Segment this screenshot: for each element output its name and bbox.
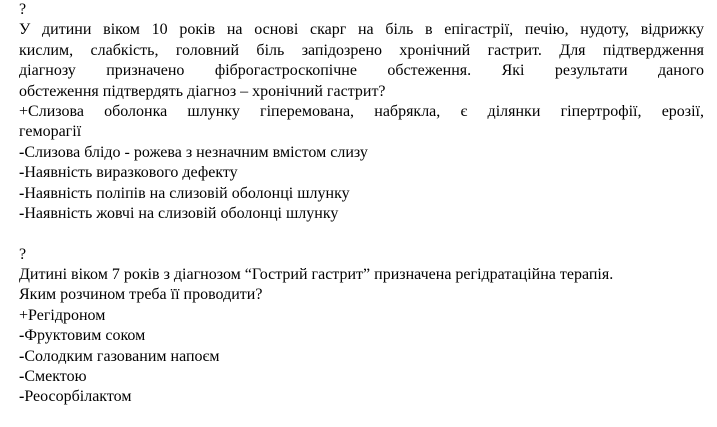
answer-mark: - bbox=[19, 204, 25, 222]
answer-text: Слизова блідо - рожева з незначним вмістом слизу bbox=[24, 143, 368, 161]
blank-line bbox=[19, 224, 704, 244]
question-marker: ? bbox=[19, 245, 27, 263]
answer-mark: + bbox=[19, 102, 29, 120]
answer-text: Солодким газованим напоєм bbox=[24, 347, 220, 365]
answer-text: Слизова оболонка шлунку гіперемована, набрякла, є ділянки гіпертрофії, ерозії, bbox=[28, 102, 704, 120]
answer-mark: - bbox=[19, 347, 25, 365]
answer-correct bbox=[19, 306, 704, 326]
answer-option bbox=[19, 163, 704, 183]
question-text-line: кислим, слабкість, головний біль запідозрено хронічний гастрит. Для підтвердження bbox=[19, 41, 704, 59]
answer-option bbox=[19, 184, 704, 204]
document-page bbox=[19, 0, 704, 408]
answer-mark: - bbox=[19, 184, 25, 202]
answer-mark: - bbox=[19, 327, 25, 345]
answer-correct bbox=[19, 102, 704, 122]
question-text-line: У дитини віком 10 років на основі скарг на біль в епігастрії, печію, нудоту, відрижку bbox=[19, 21, 704, 39]
question-text-line: обстеження підтвердять діагноз – хронічний гастрит? bbox=[19, 82, 386, 100]
answer-mark: - bbox=[19, 368, 25, 386]
answer-mark: - bbox=[19, 143, 25, 161]
answer-option bbox=[19, 367, 704, 387]
answer-text-continued: геморагії bbox=[19, 123, 82, 141]
answer-option bbox=[19, 387, 704, 407]
question-marker: ? bbox=[19, 1, 27, 18]
answer-option bbox=[19, 143, 704, 163]
answer-option bbox=[19, 204, 704, 224]
answer-mark: + bbox=[19, 306, 29, 324]
question-block-1 bbox=[19, 0, 704, 224]
question-text-line: Яким розчином треба її проводити? bbox=[19, 286, 263, 304]
question-text-line: Дитині віком 7 років з діагнозом “Гострий гастрит” призначена регідратаційна терапія. bbox=[19, 266, 614, 284]
question-text-line: діагнозу призначено фіброгастроскопічне обстеження. Які результати даного bbox=[19, 62, 704, 80]
answer-option bbox=[19, 326, 704, 346]
answer-text: Наявність жовчі на слизовій оболонці шлунку bbox=[24, 204, 339, 222]
answer-option bbox=[19, 347, 704, 367]
answer-text: Регідроном bbox=[28, 306, 106, 324]
answer-text: Наявність виразкового дефекту bbox=[24, 164, 238, 182]
answer-mark: - bbox=[19, 164, 25, 182]
answer-text: Реосорбілактом bbox=[24, 388, 132, 406]
answer-text: Смектою bbox=[24, 368, 87, 386]
answer-text: Фруктовим соком bbox=[24, 327, 146, 345]
question-block-2 bbox=[19, 245, 704, 408]
answer-text: Наявність поліпів на слизовій оболонці шлунку bbox=[24, 184, 350, 202]
answer-mark: - bbox=[19, 388, 25, 406]
